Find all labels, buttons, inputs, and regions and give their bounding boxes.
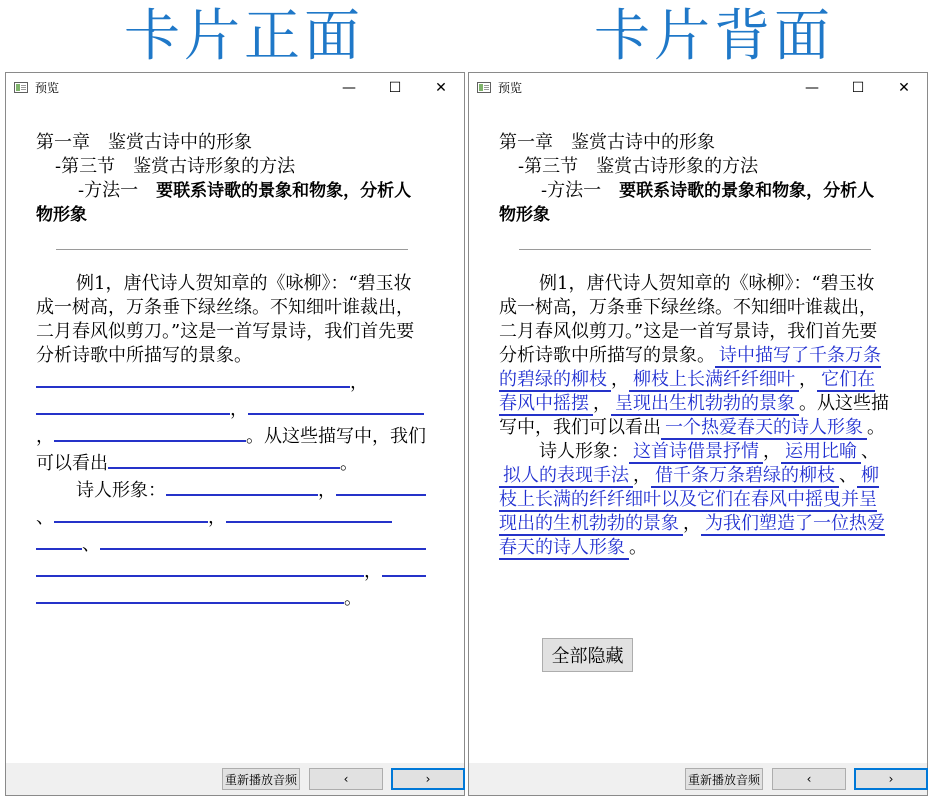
app-icon bbox=[14, 82, 28, 93]
method-line bbox=[36, 179, 428, 227]
maximize-button[interactable]: ☐ bbox=[851, 80, 865, 96]
blank-3[interactable] bbox=[248, 395, 376, 415]
poet-image-paragraph bbox=[499, 440, 891, 560]
separator bbox=[519, 249, 871, 250]
punct: 、 bbox=[82, 534, 100, 555]
punct: ， bbox=[611, 369, 629, 390]
punct: ， bbox=[230, 399, 248, 420]
punct: 。 bbox=[867, 417, 885, 438]
punct: 、 bbox=[861, 441, 879, 462]
app-icon bbox=[477, 82, 491, 93]
blank-5[interactable] bbox=[108, 449, 314, 469]
method-line bbox=[499, 179, 891, 227]
answer-8[interactable]: 拟人的表现手法 bbox=[499, 465, 633, 488]
blank-2[interactable] bbox=[36, 395, 230, 415]
titlebar bbox=[6, 73, 464, 103]
heading-card-back: 卡片背面 bbox=[594, 4, 834, 69]
punct: ， bbox=[763, 441, 781, 462]
blank-10[interactable] bbox=[100, 530, 426, 550]
punct: ， bbox=[683, 513, 701, 534]
poet-image-label: 诗人形象： bbox=[539, 441, 629, 462]
punct: 、 bbox=[36, 507, 54, 528]
next-card-button[interactable]: › bbox=[854, 768, 928, 790]
blank-4[interactable] bbox=[54, 422, 246, 442]
answer-2[interactable]: 柳枝上长满纤纤细叶 bbox=[629, 369, 799, 392]
punct: 、 bbox=[839, 465, 857, 486]
blank-11[interactable] bbox=[382, 557, 426, 577]
punct: ， bbox=[364, 561, 382, 582]
answer-4[interactable]: 呈现出生机勃勃的景象 bbox=[611, 393, 799, 416]
blank-10-cont[interactable] bbox=[36, 557, 364, 577]
close-button[interactable]: ✕ bbox=[435, 80, 447, 96]
preview-window-back bbox=[468, 72, 928, 796]
punct: ， bbox=[318, 480, 336, 501]
replay-audio-button[interactable]: 重新播放音频 bbox=[222, 768, 300, 790]
heading-card-front: 卡片正面 bbox=[124, 4, 364, 69]
poet-image-label: 诗人形象： bbox=[76, 480, 166, 501]
punct: 。 bbox=[340, 453, 358, 474]
previous-card-button[interactable]: ‹ bbox=[309, 768, 383, 790]
answer-9[interactable]: 借千条万条碧绿的柳枝 bbox=[651, 465, 839, 488]
blank-7-cont[interactable] bbox=[402, 476, 426, 496]
blank-5-cont[interactable] bbox=[314, 449, 340, 469]
minimize-button[interactable]: — bbox=[805, 80, 819, 96]
card-content bbox=[499, 131, 891, 560]
answer-5[interactable]: 一个热爱春天的诗人形象 bbox=[661, 417, 867, 440]
blank-7[interactable] bbox=[336, 476, 402, 496]
method-prefix: -方法一 bbox=[78, 180, 157, 201]
example-paragraph bbox=[36, 272, 428, 476]
punct: 。 bbox=[344, 588, 362, 609]
punct: ， bbox=[36, 426, 54, 447]
titlebar bbox=[469, 73, 927, 103]
example-paragraph bbox=[499, 272, 891, 440]
card-content bbox=[36, 131, 428, 611]
replay-audio-button[interactable]: 重新播放音频 bbox=[685, 768, 763, 790]
maximize-button[interactable]: ☐ bbox=[388, 80, 402, 96]
section-line: -第三节 鉴赏古诗形象的方法 bbox=[55, 156, 296, 177]
punct: ， bbox=[799, 369, 817, 390]
method-prefix: -方法一 bbox=[541, 180, 620, 201]
close-button[interactable]: ✕ bbox=[898, 80, 910, 96]
answer-7[interactable]: 运用比喻 bbox=[781, 441, 861, 464]
separator bbox=[56, 249, 408, 250]
punct: 。 bbox=[629, 537, 647, 558]
blank-11-cont[interactable] bbox=[36, 584, 344, 604]
punct: ， bbox=[350, 372, 368, 393]
bottom-toolbar bbox=[469, 763, 927, 795]
blank-9-cont[interactable] bbox=[36, 530, 82, 550]
blank-9[interactable] bbox=[226, 503, 392, 523]
answer-11[interactable]: 为我们塑造了一位热爱春天的诗人形象 bbox=[499, 513, 885, 558]
poet-image-paragraph bbox=[36, 476, 428, 611]
window-title: 预览 bbox=[35, 81, 60, 95]
punct: ， bbox=[593, 393, 611, 414]
preview-window-front bbox=[5, 72, 465, 796]
punct: ， bbox=[633, 465, 651, 486]
hide-all-button[interactable]: 全部隐藏 bbox=[542, 638, 633, 672]
chapter-line: 第一章 鉴赏古诗中的形象 bbox=[36, 132, 252, 153]
answer-10[interactable]: 柳枝上长满的纤纤细叶以及它们在春风中摇曳并呈现出的生机勃勃的景象 bbox=[499, 465, 879, 534]
answer-3[interactable]: 它们在春风中摇摆 bbox=[499, 369, 875, 414]
next-card-button[interactable]: › bbox=[391, 768, 465, 790]
example-text: 例1，唐代诗人贺知章的《咏柳》：“碧玉妆成一树高，万条垂下绿丝绦。不知细叶谁裁出，二月春风似剪刀。”这是一首写景诗，我们首先要分析诗歌中所描写的景象。 bbox=[36, 273, 415, 366]
minimize-button[interactable]: — bbox=[342, 80, 356, 96]
chapter-line: 第一章 鉴赏古诗中的形象 bbox=[499, 132, 715, 153]
blank-8[interactable] bbox=[54, 503, 208, 523]
blank-6[interactable] bbox=[166, 476, 318, 496]
blank-3-cont[interactable] bbox=[376, 395, 424, 415]
punct: ， bbox=[208, 507, 226, 528]
sentence-text: 。从这些描写中，我们可以看出 bbox=[36, 426, 426, 474]
method-title: 要联系诗歌的景象和物象，分析人物形象 bbox=[499, 181, 875, 225]
blank-1[interactable] bbox=[36, 368, 324, 388]
method-title: 要联系诗歌的景象和物象，分析人物形象 bbox=[36, 181, 412, 225]
window-title: 预览 bbox=[498, 81, 523, 95]
previous-card-button[interactable]: ‹ bbox=[772, 768, 846, 790]
blank-1-cont[interactable] bbox=[324, 368, 350, 388]
bottom-toolbar bbox=[6, 763, 464, 795]
example-text: 例1，唐代诗人贺知章的《咏柳》：“碧玉妆成一树高，万条垂下绿丝绦。不知细叶谁裁出，二月春风似剪刀。”这是一首写景诗，我们首先要分析诗歌中所描写的景象。 bbox=[499, 273, 878, 366]
answer-6[interactable]: 这首诗借景抒情 bbox=[629, 441, 763, 464]
sentence-text: 。从这些描写中，我们可以看出 bbox=[499, 393, 889, 438]
section-line: -第三节 鉴赏古诗形象的方法 bbox=[518, 156, 759, 177]
answer-1[interactable]: 诗中描写了千条万条的碧绿的柳枝 bbox=[499, 345, 881, 390]
